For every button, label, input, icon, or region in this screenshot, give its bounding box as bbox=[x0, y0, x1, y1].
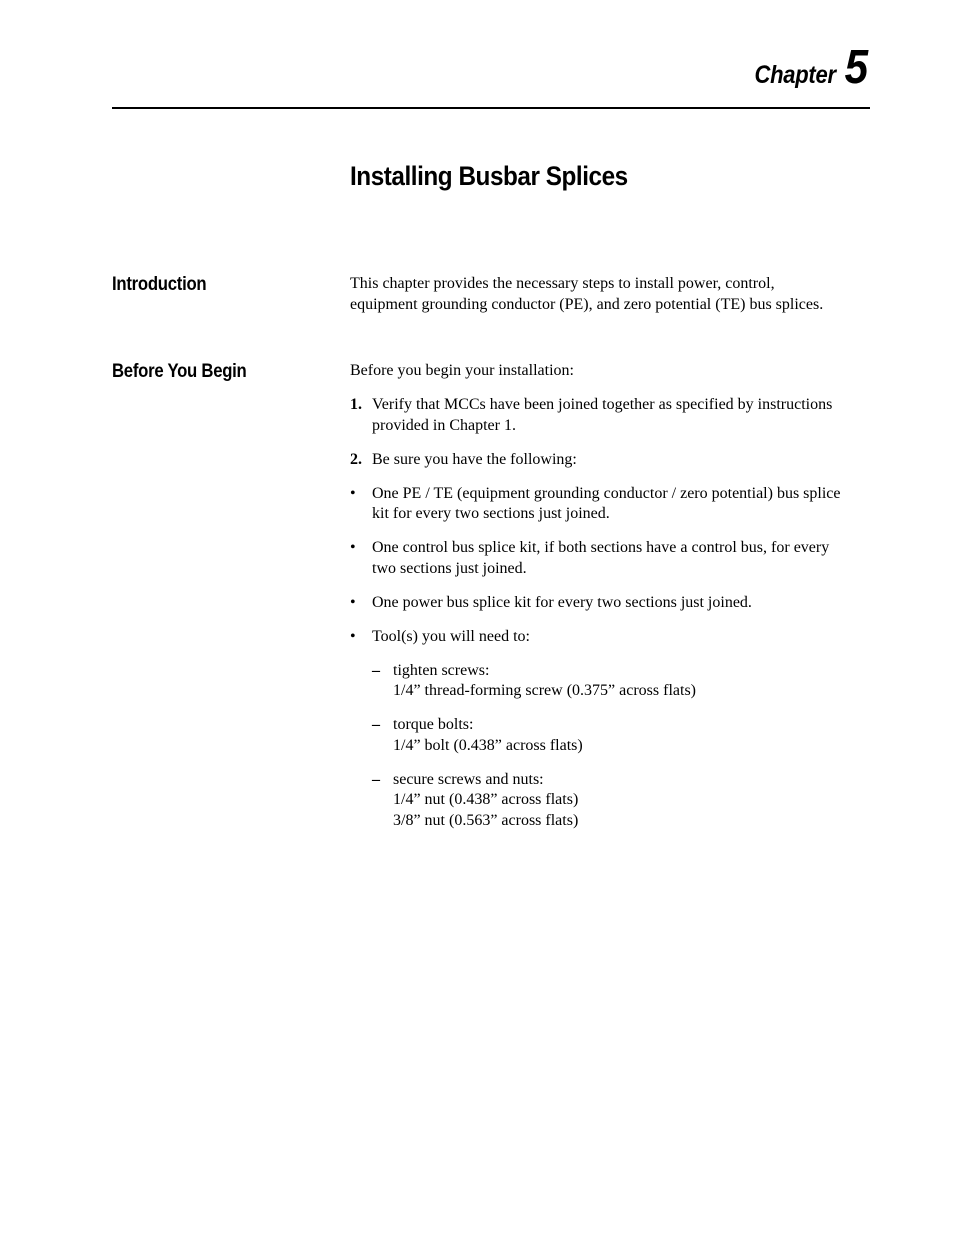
text-line: equipment grounding conductor (PE), and zero potential (TE) bus splices. bbox=[350, 295, 824, 313]
text-line: secure screws and nuts: bbox=[393, 770, 544, 788]
text-line: One power bus splice kit for every two sections just joined. bbox=[372, 593, 752, 611]
dash-icon: – bbox=[372, 661, 380, 679]
text-line: tighten screws: bbox=[393, 661, 490, 679]
bullet-item bbox=[350, 538, 875, 579]
text-line: kit for every two sections just joined. bbox=[372, 505, 610, 522]
section-heading-introduction: Introduction bbox=[112, 274, 207, 295]
text-line: torque bolts: bbox=[393, 716, 474, 733]
section-heading-before-you-begin: Before You Begin bbox=[112, 361, 247, 382]
paragraph bbox=[350, 274, 875, 315]
text-line: 1/4” bolt (0.438” across flats) bbox=[393, 736, 583, 754]
bullet-item bbox=[350, 627, 875, 648]
bullet-item bbox=[350, 484, 875, 525]
step-item bbox=[350, 395, 875, 436]
text-line: Tool(s) you will need to: bbox=[372, 627, 530, 645]
step-number: 2. bbox=[350, 450, 362, 468]
tool-item bbox=[372, 770, 875, 832]
before-you-begin-text bbox=[350, 361, 875, 831]
dash-icon: – bbox=[372, 716, 380, 733]
tool-item bbox=[372, 661, 875, 702]
dash-icon: – bbox=[372, 770, 380, 788]
text-line: This chapter provides the necessary steps to install power, control, bbox=[350, 275, 775, 292]
introduction-text bbox=[350, 274, 875, 315]
step-number: 1. bbox=[350, 396, 362, 413]
chapter-header bbox=[754, 41, 868, 94]
text-line: One control bus splice kit, if both sections have a control bus, for every bbox=[372, 539, 830, 556]
text-line: One PE / TE (equipment grounding conductor / zero potential) bus splice bbox=[372, 484, 841, 502]
bullet-icon: • bbox=[350, 539, 356, 556]
chapter-number: 5 bbox=[844, 41, 868, 94]
text-line: Be sure you have the following: bbox=[372, 450, 577, 468]
text-line: Verify that MCCs have been joined together as specified by instructions bbox=[372, 396, 833, 413]
bullet-icon: • bbox=[350, 593, 356, 611]
bullet-item bbox=[350, 593, 875, 614]
text-line: two sections just joined. bbox=[372, 559, 527, 577]
text-line: 1/4” nut (0.438” across flats) bbox=[393, 791, 579, 808]
header-rule bbox=[112, 107, 870, 109]
tool-item bbox=[372, 715, 875, 756]
text-line: 1/4” thread-forming screw (0.375” across flats) bbox=[393, 682, 696, 699]
text-line: provided in Chapter 1. bbox=[372, 416, 516, 434]
step-item bbox=[350, 450, 875, 471]
chapter-label: Chapter bbox=[754, 61, 836, 89]
lead-paragraph: Before you begin your installation: bbox=[350, 362, 574, 379]
text-line: 3/8” nut (0.563” across flats) bbox=[393, 811, 579, 829]
bullet-icon: • bbox=[350, 627, 356, 645]
bullet-icon: • bbox=[350, 484, 356, 502]
page-title: Installing Busbar Splices bbox=[350, 161, 628, 191]
